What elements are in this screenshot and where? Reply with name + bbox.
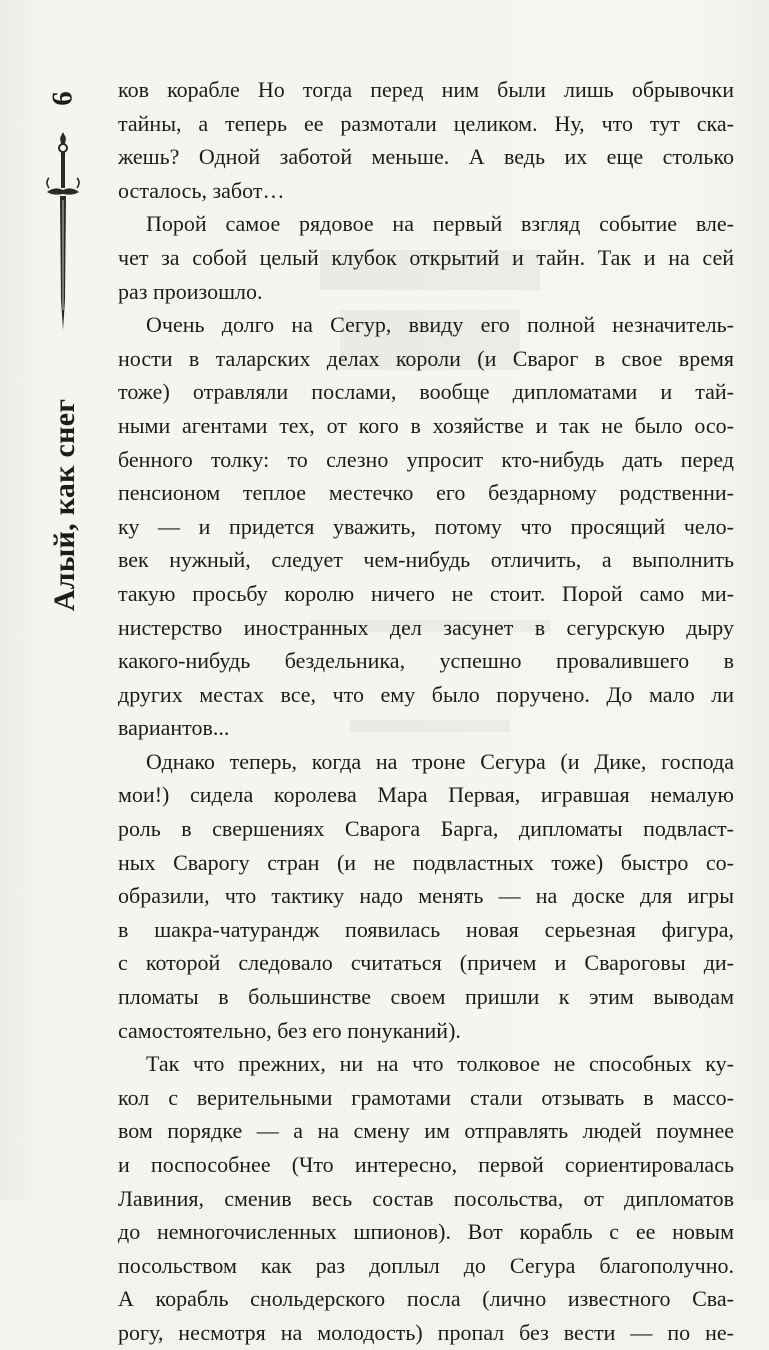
- text-line: жешь? Одной заботой меньше. А ведь их еще столько: [118, 144, 734, 170]
- text-line: век нужный, следует чем-нибудь отличить, а выполнить: [118, 547, 734, 573]
- page-number: 6: [46, 91, 79, 106]
- text-line: вом порядке — а на смену им отправлять людей поумнее: [118, 1118, 734, 1144]
- text-line: до немногочисленных шпионов). Вот корабль с ее новым: [118, 1219, 734, 1245]
- text-line: ными агентами тех, от кого в хозяйстве и так не было осо-: [118, 412, 734, 438]
- body-text: [118, 73, 734, 1350]
- text-line: роль в свершениях Сварога Барга, дипломаты подвласт-: [118, 816, 734, 842]
- text-line: нистерство иностранных дел засунет в сегурскую дыру: [118, 614, 734, 640]
- paragraph: [118, 745, 734, 1047]
- text-line: самостоятельно, без его понуканий).: [118, 1017, 461, 1043]
- text-line: Лавиния, сменив весь состав посольства, от дипломатов: [118, 1185, 734, 1211]
- text-line: осталось, забот…: [118, 177, 285, 203]
- running-title: Алый, как снег: [48, 398, 81, 612]
- text-line: тоже) отравляли послами, вообще дипломатами и тай-: [118, 379, 734, 405]
- text-line: А корабль снольдерского посла (лично известного Сва-: [118, 1286, 734, 1312]
- page-margin-sidebar: [18, 70, 98, 1090]
- text-line: мои!) сидела королева Мара Первая, игравшая немалую: [118, 782, 734, 808]
- text-line: Очень долго на Сегур, ввиду его полной незначитель-: [146, 312, 734, 338]
- dagger-ornament-icon: [43, 130, 83, 340]
- text-line: ных Сварогу стран (и не подвластных тоже) быстро со-: [118, 849, 734, 875]
- text-line: Однако теперь, когда на троне Сегура (и Дике, господа: [146, 748, 734, 774]
- text-line: в шакра-чатурандж появилась новая серьезная фигура,: [118, 916, 734, 942]
- text-line: пломаты в большинстве своем пришли к этим выводам: [118, 984, 734, 1010]
- text-line: чет за собой целый клубок открытий и тайн. Так и на сей: [118, 244, 734, 270]
- text-line: тайны, а теперь ее размотали целиком. Ну, что тут ска-: [118, 110, 734, 136]
- text-line: Порой самое рядовое на первый взгляд событие вле-: [146, 211, 734, 237]
- text-line: образили, что тактику надо менять — на доске для игры: [118, 883, 734, 909]
- text-line: вариантов...: [118, 715, 230, 741]
- paragraph: [118, 1047, 734, 1349]
- text-line: и поспособнее (Что интересно, первой сориентировалась: [118, 1152, 734, 1177]
- text-line: такую просьбу королю ничего не стоит. Порой само ми-: [118, 580, 734, 606]
- text-line: Так что прежних, ни на что толковое не способных ку-: [146, 1051, 734, 1077]
- text-line: ности в таларских делах короли (и Сварог в свое время: [118, 345, 734, 371]
- text-line: рогу, несмотря на молодость) пропал без вести — по не-: [118, 1319, 734, 1345]
- paragraph: [118, 73, 734, 207]
- text-line: с которой следовало считаться (причем и Свароговы ди-: [118, 950, 734, 976]
- paragraph: [118, 207, 734, 308]
- text-line: посольством как раз доплыл до Сегура благополучно.: [118, 1252, 734, 1278]
- text-line: кол с верительными грамотами стали отзывать в массо-: [118, 1084, 734, 1110]
- text-line: какого-нибудь бездельника, успешно провалившего в: [118, 648, 734, 674]
- paragraph: [118, 308, 734, 745]
- text-line: ку — и придется уважить, потому что просящий чело-: [118, 513, 734, 539]
- text-line: ков корабле Но тогда перед ним были лишь обрывочки: [118, 77, 734, 102]
- text-line: пенсионом теплое местечко его бездарному родственни-: [118, 480, 734, 506]
- text-line: других местах все, что ему было поручено. До мало ли: [118, 681, 734, 707]
- text-line: раз произошло.: [118, 278, 263, 304]
- text-line: бенного толку: то слезно упросит кто-нибудь дать перед: [118, 446, 734, 472]
